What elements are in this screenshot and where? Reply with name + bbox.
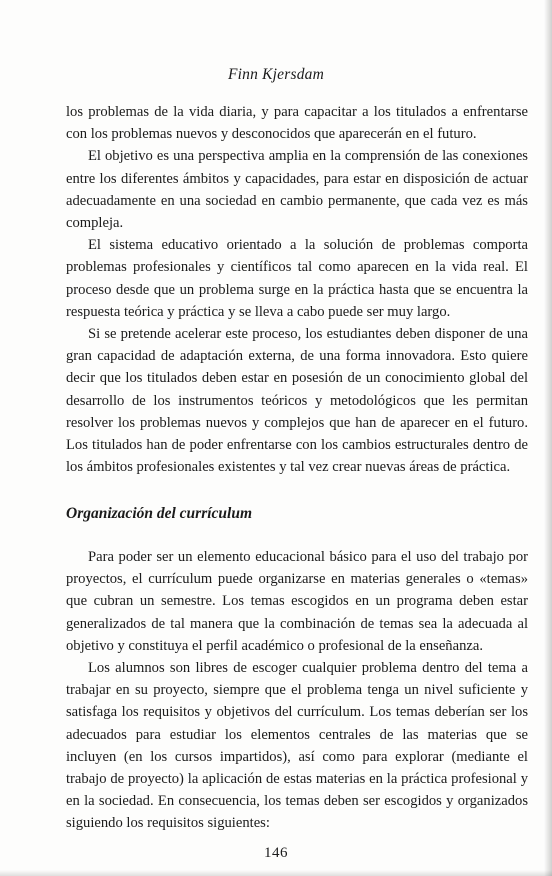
running-head: Finn Kjersdam [227,66,325,83]
paragraph: Si se pretende acelerar este proceso, los estudiantes deben disponer de una gran capacidad de adaptación externa, de una forma innovadora. Esto quiere decir que los titulados deben estar en posesión de un conocimiento global del desarrollo de los instrumentos teóricos y metodológicos que les permitan resolver los problemas nuevos y complejos que han de aparecer en el futuro. Los titulados han de poder enfrentarse con los cambios estructurales dentro de los ámbitos profesionales existentes y tal vez crear nuevas áreas de práctica. [66,326,528,476]
paragraph: Los alumnos son libres de escoger cualquier problema dentro del tema a trabajar en su proyecto, siempre que el problema tenga un nivel suficiente y satisfaga los requisitos y objetivos del currículum. Los temas deberían ser los adecuados para estudiar los elementos centrales de las materias que se incluyen (en los cursos impartidos), así como para explorar (mediante el trabajo de proyecto) la aplicación de estas materias en la práctica profesional y en la sociedad. En consecuencia, los temas deben ser escogidos y organizados siguiendo los requisitos siguientes: [66,660,528,832]
body-text-block [66,101,528,478]
page-edge-shadow [544,0,552,876]
paragraph: El sistema educativo orientado a la solución de problemas comporta problemas profesionales y científicos tal como aparecen en la vida real. El proceso desde que un problema surge en la práctica hasta que se encuentra la respuesta teórica y práctica y se lleva a cabo puede ser muy largo. [66,237,528,320]
section-heading: Organización del currículum [66,505,253,522]
paragraph: El objetivo es una perspectiva amplia en la comprensión de las conexiones entre los diferentes ámbitos y capacidades, para estar en disposición de actuar adecuadamente en una sociedad en cambio permanente, que cada vez es más compleja. [66,148,528,232]
paragraph: Para poder ser un elemento educacional básico para el uso del trabajo por proyectos, el currículum puede organizarse en materias generales o «temas» que cubran un semestre. Los temas escogidos en un programa deben estar generalizados de tal manera que la combinación de temas sea la adecuada al objetivo y constituya el perfil académico o profesional de la enseñanza. [66,549,528,654]
paragraph: los problemas de la vida diaria, y para capacitar a los titulados a enfrentarse con los problemas nuevos y desconocidos que aparecerán en el futuro. [66,104,528,143]
page-bottom-shadow [0,870,552,876]
page-number: 146 [264,845,288,861]
section-body [66,546,528,835]
